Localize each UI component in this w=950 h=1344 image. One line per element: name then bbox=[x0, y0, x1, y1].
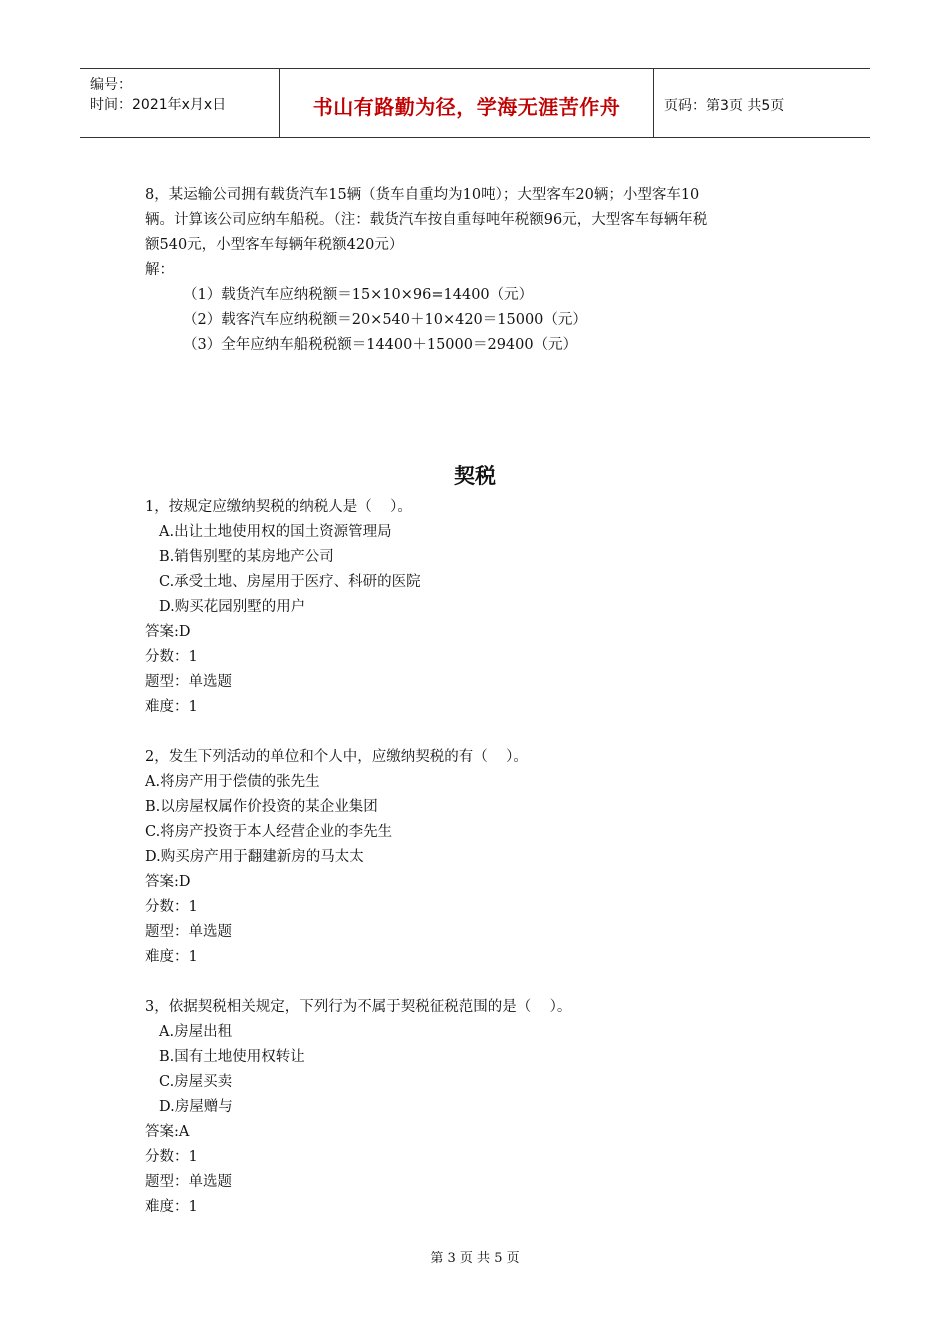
question-8 bbox=[145, 183, 825, 358]
option: C.承受土地、房屋用于医疗、科研的医院 bbox=[159, 574, 421, 590]
question-stem: 2，发生下列活动的单位和个人中，应缴纳契税的有（ ）。 bbox=[145, 749, 528, 765]
question-8-line: 8，某运输公司拥有载货汽车15辆（货车自重均为10吨）；大型客车20辆；小型客车10 bbox=[145, 187, 700, 203]
solution-step: （2）载客汽车应纳税额＝20×540＋10×420＝15000（元） bbox=[183, 312, 587, 328]
page-footer: 第 3 页 共 5 页 bbox=[430, 1251, 520, 1266]
page-header bbox=[80, 68, 870, 138]
motto: 书山有路勤为径，学海无涯苦作舟 bbox=[280, 69, 654, 137]
option: B.销售别墅的某房地产公司 bbox=[159, 549, 334, 565]
option: A.房屋出租 bbox=[159, 1024, 233, 1040]
answer: 答案:A bbox=[145, 1124, 190, 1140]
solution-step: （3）全年应纳车船税税额＝14400＋15000＝29400（元） bbox=[183, 337, 578, 353]
option: C.房屋买卖 bbox=[159, 1074, 233, 1090]
solution-step: （1）载货汽车应纳税额＝15×10×96=14400（元） bbox=[183, 287, 534, 303]
document-body bbox=[145, 183, 825, 1220]
question-type: 题型：单选题 bbox=[145, 674, 232, 690]
question-3 bbox=[145, 995, 825, 1220]
option: D.购买花园别墅的用户 bbox=[159, 599, 306, 615]
page-info: 页码：第3页 共5页 bbox=[664, 98, 785, 114]
question-stem: 1，按规定应缴纳契税的纳税人是（ ）。 bbox=[145, 499, 412, 515]
solution-label: 解： bbox=[145, 262, 174, 278]
difficulty: 难度：1 bbox=[145, 699, 198, 715]
question-8-line: 辆。计算该公司应纳车船税。（注：载货汽车按自重每吨年税额96元，大型客车每辆年税 bbox=[145, 212, 708, 228]
option: A.出让土地使用权的国土资源管理局 bbox=[159, 524, 392, 540]
difficulty: 难度：1 bbox=[145, 1199, 198, 1215]
header-meta bbox=[80, 69, 280, 137]
question-type: 题型：单选题 bbox=[145, 924, 232, 940]
score: 分数：1 bbox=[145, 1149, 198, 1165]
question-type: 题型：单选题 bbox=[145, 1174, 232, 1190]
option: C.将房产投资于本人经营企业的李先生 bbox=[145, 824, 393, 840]
answer: 答案:D bbox=[145, 624, 191, 640]
option: D.房屋赠与 bbox=[159, 1099, 233, 1115]
question-stem: 3，依据契税相关规定，下列行为不属于契税征税范围的是（ ）。 bbox=[145, 999, 572, 1015]
difficulty: 难度：1 bbox=[145, 949, 198, 965]
option: B.以房屋权属作价投资的某企业集团 bbox=[145, 799, 378, 815]
time-label: 时间：2021年x月x日 bbox=[90, 97, 227, 113]
option: A.将房产用于偿债的张先生 bbox=[145, 774, 320, 790]
score: 分数：1 bbox=[145, 899, 198, 915]
section-title: 契税 bbox=[454, 464, 496, 488]
question-8-line: 额540元，小型客车每辆年税额420元） bbox=[145, 237, 404, 253]
score: 分数：1 bbox=[145, 649, 198, 665]
question-1 bbox=[145, 495, 825, 720]
option: D.购买房产用于翻建新房的马太太 bbox=[145, 849, 364, 865]
answer: 答案:D bbox=[145, 874, 191, 890]
option: B.国有土地使用权转让 bbox=[159, 1049, 305, 1065]
number-label: 编号： bbox=[90, 77, 132, 93]
question-2 bbox=[145, 745, 825, 970]
